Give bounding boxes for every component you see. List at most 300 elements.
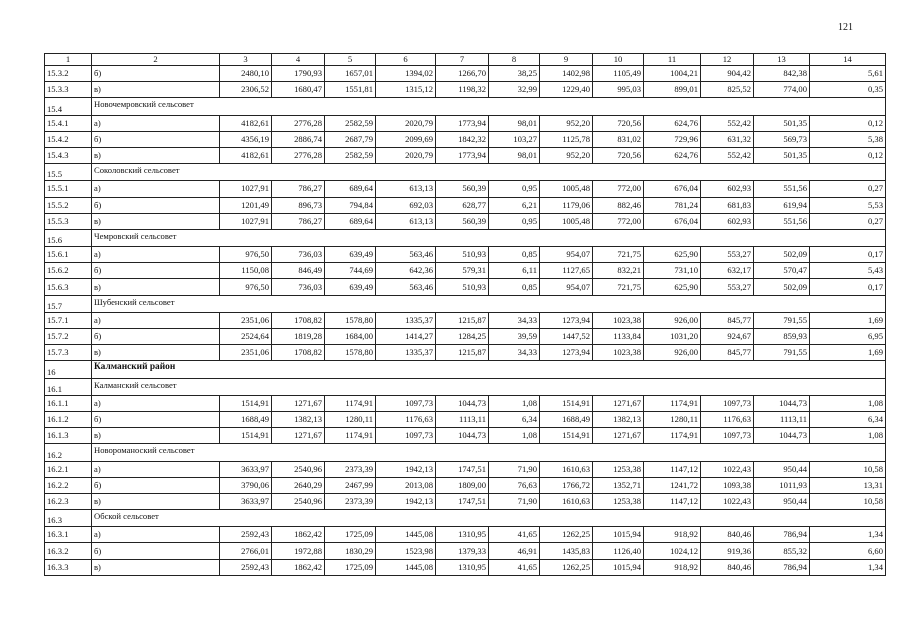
value-cell: 689,64 [325,213,376,229]
column-header: 4 [272,54,325,66]
value-cell: 1266,70 [436,66,489,82]
value-cell: 1680,47 [272,82,325,98]
table-row [45,527,886,543]
value-cell: 613,13 [376,181,436,197]
section-row [45,510,886,527]
value-cell: 1335,37 [376,312,436,328]
section-row [45,378,886,395]
value-cell: 954,07 [540,279,593,295]
row-variant: а) [92,247,220,263]
value-cell: 1725,09 [325,559,376,575]
value-cell: 5,38 [810,131,886,147]
value-cell: 1382,13 [272,411,325,427]
value-cell: 3633,97 [220,461,272,477]
row-code: 16.3.1 [45,527,92,543]
value-cell: 1176,63 [376,411,436,427]
section-code: 15.4 [45,98,92,115]
value-cell: 950,44 [754,493,810,509]
row-variant: в) [92,213,220,229]
value-cell: 5,53 [810,197,886,213]
value-cell: 39,59 [489,329,540,345]
value-cell: 721,75 [593,247,644,263]
row-variant: а) [92,395,220,411]
value-cell: 794,84 [325,197,376,213]
section-name: Калманский сельсовет [92,378,886,395]
value-cell: 1125,78 [540,131,593,147]
row-variant: в) [92,279,220,295]
value-cell: 1044,73 [754,395,810,411]
value-cell: 2776,28 [272,147,325,163]
value-cell: 2351,06 [220,312,272,328]
table-row [45,477,886,493]
value-cell: 1747,51 [436,461,489,477]
value-cell: 41,65 [489,559,540,575]
value-cell: 569,73 [754,131,810,147]
row-variant: б) [92,66,220,82]
value-cell: 1523,98 [376,543,436,559]
value-cell: 918,92 [644,559,701,575]
value-cell: 1044,73 [436,395,489,411]
value-cell: 744,69 [325,263,376,279]
value-cell: 2306,52 [220,82,272,98]
value-cell: 1842,32 [436,131,489,147]
value-cell: 613,13 [376,213,436,229]
value-cell: 1335,37 [376,345,436,361]
value-cell: 1708,82 [272,345,325,361]
value-cell: 38,25 [489,66,540,82]
value-cell: 1610,63 [540,493,593,509]
value-cell: 0,35 [810,82,886,98]
value-cell: 904,42 [701,66,754,82]
value-cell: 0,27 [810,213,886,229]
value-cell: 1578,80 [325,345,376,361]
value-cell: 4182,61 [220,147,272,163]
value-cell: 1271,67 [593,395,644,411]
value-cell: 1093,38 [701,477,754,493]
row-variant: б) [92,411,220,427]
value-cell: 899,01 [644,82,701,98]
row-code: 16.1.1 [45,395,92,411]
value-cell: 0,85 [489,247,540,263]
value-cell: 721,75 [593,279,644,295]
section-name: Новочемровский сельсовет [92,98,886,115]
value-cell: 1578,80 [325,312,376,328]
value-cell: 3633,97 [220,493,272,509]
value-cell: 2640,29 [272,477,325,493]
value-cell: 2592,43 [220,527,272,543]
row-code: 15.7.2 [45,329,92,345]
header-row [45,54,886,66]
row-variant: б) [92,329,220,345]
value-cell: 2099,69 [376,131,436,147]
value-cell: 918,92 [644,527,701,543]
table-row [45,213,886,229]
value-cell: 6,34 [810,411,886,427]
value-cell: 1725,09 [325,527,376,543]
value-cell: 1551,81 [325,82,376,98]
row-variant: в) [92,147,220,163]
value-cell: 41,65 [489,527,540,543]
value-cell: 1150,08 [220,263,272,279]
value-cell: 551,56 [754,181,810,197]
value-cell: 639,49 [325,247,376,263]
value-cell: 1435,83 [540,543,593,559]
value-cell: 625,90 [644,247,701,263]
value-cell: 840,46 [701,559,754,575]
row-variant: а) [92,461,220,477]
value-cell: 2886,74 [272,131,325,147]
value-cell: 2351,06 [220,345,272,361]
column-header: 12 [701,54,754,66]
value-cell: 6,60 [810,543,886,559]
value-cell: 13,31 [810,477,886,493]
table-row [45,428,886,444]
value-cell: 781,24 [644,197,701,213]
value-cell: 2582,59 [325,147,376,163]
value-cell: 1097,73 [376,428,436,444]
value-cell: 952,20 [540,115,593,131]
value-cell: 845,77 [701,345,754,361]
row-code: 15.5.2 [45,197,92,213]
value-cell: 1402,98 [540,66,593,82]
table-row [45,247,886,263]
value-cell: 1688,49 [220,411,272,427]
row-code: 16.3.3 [45,559,92,575]
column-header: 8 [489,54,540,66]
value-cell: 639,49 [325,279,376,295]
value-cell: 1942,13 [376,493,436,509]
value-cell: 631,32 [701,131,754,147]
value-cell: 2020,79 [376,115,436,131]
district-name: Калманский район [92,361,886,378]
row-variant: б) [92,543,220,559]
value-cell: 1127,65 [540,263,593,279]
value-cell: 681,83 [701,197,754,213]
value-cell: 4182,61 [220,115,272,131]
value-cell: 832,21 [593,263,644,279]
column-header: 7 [436,54,489,66]
value-cell: 995,03 [593,82,644,98]
value-cell: 1174,91 [644,395,701,411]
value-cell: 76,63 [489,477,540,493]
value-cell: 502,09 [754,247,810,263]
row-variant: в) [92,82,220,98]
value-cell: 1113,11 [436,411,489,427]
row-variant: в) [92,493,220,509]
value-cell: 560,39 [436,181,489,197]
value-cell: 926,00 [644,345,701,361]
value-cell: 1819,28 [272,329,325,345]
table-row [45,147,886,163]
column-header: 1 [45,54,92,66]
value-cell: 786,27 [272,213,325,229]
value-cell: 950,44 [754,461,810,477]
value-cell: 1031,20 [644,329,701,345]
value-cell: 1174,91 [325,428,376,444]
value-cell: 774,00 [754,82,810,98]
value-cell: 1005,48 [540,181,593,197]
table-row [45,559,886,575]
value-cell: 553,27 [701,247,754,263]
value-cell: 1942,13 [376,461,436,477]
value-cell: 1708,82 [272,312,325,328]
value-cell: 1215,87 [436,312,489,328]
value-cell: 552,42 [701,147,754,163]
value-cell: 502,09 [754,279,810,295]
value-cell: 689,64 [325,181,376,197]
value-cell: 772,00 [593,181,644,197]
value-cell: 786,94 [754,527,810,543]
value-cell: 2467,99 [325,477,376,493]
value-cell: 71,90 [489,493,540,509]
value-cell: 1097,73 [701,428,754,444]
value-cell: 1262,25 [540,527,593,543]
value-cell: 720,56 [593,147,644,163]
value-cell: 34,33 [489,345,540,361]
value-cell: 676,04 [644,181,701,197]
value-cell: 845,77 [701,312,754,328]
value-cell: 791,55 [754,345,810,361]
value-cell: 791,55 [754,312,810,328]
value-cell: 1862,42 [272,527,325,543]
value-cell: 2020,79 [376,147,436,163]
value-cell: 882,46 [593,197,644,213]
value-cell: 2766,01 [220,543,272,559]
column-header: 3 [220,54,272,66]
value-cell: 1271,67 [272,395,325,411]
value-cell: 0,17 [810,279,886,295]
value-cell: 1022,43 [701,493,754,509]
value-cell: 1862,42 [272,559,325,575]
value-cell: 501,35 [754,147,810,163]
value-cell: 1113,11 [754,411,810,427]
value-cell: 0,12 [810,115,886,131]
value-cell: 1,34 [810,559,886,575]
value-cell: 720,56 [593,115,644,131]
column-header: 10 [593,54,644,66]
row-variant: а) [92,527,220,543]
value-cell: 825,52 [701,82,754,98]
value-cell: 1044,73 [754,428,810,444]
section-row [45,98,886,115]
value-cell: 954,07 [540,247,593,263]
row-code: 16.2.2 [45,477,92,493]
value-cell: 1004,21 [644,66,701,82]
row-code: 15.4.2 [45,131,92,147]
value-cell: 1688,49 [540,411,593,427]
column-header: 14 [810,54,886,66]
value-cell: 4356,19 [220,131,272,147]
value-cell: 976,50 [220,247,272,263]
value-cell: 772,00 [593,213,644,229]
value-cell: 1022,43 [701,461,754,477]
value-cell: 1,69 [810,312,886,328]
value-cell: 10,58 [810,493,886,509]
value-cell: 1382,13 [593,411,644,427]
value-cell: 1379,33 [436,543,489,559]
value-cell: 1747,51 [436,493,489,509]
value-cell: 842,38 [754,66,810,82]
value-cell: 736,03 [272,279,325,295]
row-variant: а) [92,115,220,131]
table-row [45,493,886,509]
value-cell: 0,95 [489,181,540,197]
value-cell: 2480,10 [220,66,272,82]
column-header: 11 [644,54,701,66]
value-cell: 98,01 [489,115,540,131]
row-code: 15.5.1 [45,181,92,197]
value-cell: 1241,72 [644,477,701,493]
value-cell: 1445,08 [376,559,436,575]
row-variant: в) [92,428,220,444]
row-code: 15.6.3 [45,279,92,295]
value-cell: 1514,91 [540,395,593,411]
column-header: 2 [92,54,220,66]
row-variant: а) [92,312,220,328]
section-row [45,444,886,461]
section-name: Шубенский сельсовет [92,295,886,312]
value-cell: 602,93 [701,213,754,229]
row-code: 15.4.1 [45,115,92,131]
value-cell: 1657,01 [325,66,376,82]
value-cell: 6,34 [489,411,540,427]
value-cell: 510,93 [436,247,489,263]
value-cell: 1011,93 [754,477,810,493]
value-cell: 1514,91 [540,428,593,444]
value-cell: 625,90 [644,279,701,295]
value-cell: 46,91 [489,543,540,559]
value-cell: 619,94 [754,197,810,213]
value-cell: 5,43 [810,263,886,279]
value-cell: 840,46 [701,527,754,543]
section-row [45,229,886,246]
value-cell: 71,90 [489,461,540,477]
table-row [45,411,886,427]
row-code: 15.7.1 [45,312,92,328]
value-cell: 1414,27 [376,329,436,345]
value-cell: 2013,08 [376,477,436,493]
value-cell: 32,99 [489,82,540,98]
value-cell: 1015,94 [593,559,644,575]
value-cell: 1280,11 [325,411,376,427]
row-code: 16.3.2 [45,543,92,559]
value-cell: 1,69 [810,345,886,361]
table-row [45,345,886,361]
value-cell: 1271,67 [272,428,325,444]
row-code: 16.1.2 [45,411,92,427]
value-cell: 855,32 [754,543,810,559]
value-cell: 786,27 [272,181,325,197]
value-cell: 1024,12 [644,543,701,559]
page-number: 121 [838,22,853,33]
value-cell: 1,08 [489,428,540,444]
value-cell: 1809,00 [436,477,489,493]
row-code: 15.7.3 [45,345,92,361]
value-cell: 570,47 [754,263,810,279]
value-cell: 1174,91 [325,395,376,411]
value-cell: 628,77 [436,197,489,213]
value-cell: 1253,38 [593,493,644,509]
row-code: 15.4.3 [45,147,92,163]
value-cell: 729,96 [644,131,701,147]
row-variant: в) [92,559,220,575]
table-row [45,115,886,131]
value-cell: 1315,12 [376,82,436,98]
section-code: 15.6 [45,229,92,246]
row-code: 15.6.1 [45,247,92,263]
column-header: 5 [325,54,376,66]
value-cell: 0,27 [810,181,886,197]
value-cell: 1830,29 [325,543,376,559]
value-cell: 1280,11 [644,411,701,427]
value-cell: 0,85 [489,279,540,295]
value-cell: 1310,95 [436,527,489,543]
value-cell: 6,11 [489,263,540,279]
value-cell: 692,03 [376,197,436,213]
section-row [45,295,886,312]
value-cell: 6,95 [810,329,886,345]
district-row [45,361,886,378]
value-cell: 552,42 [701,115,754,131]
value-cell: 846,49 [272,263,325,279]
value-cell: 1790,93 [272,66,325,82]
value-cell: 1271,67 [593,428,644,444]
section-row [45,164,886,181]
value-cell: 919,36 [701,543,754,559]
value-cell: 2582,59 [325,115,376,131]
section-name: Новороманоский сельсовет [92,444,886,461]
value-cell: 2687,79 [325,131,376,147]
value-cell: 926,00 [644,312,701,328]
value-cell: 831,02 [593,131,644,147]
value-cell: 1394,02 [376,66,436,82]
value-cell: 896,73 [272,197,325,213]
value-cell: 1133,84 [593,329,644,345]
value-cell: 2373,39 [325,461,376,477]
row-variant: б) [92,197,220,213]
value-cell: 1773,94 [436,147,489,163]
value-cell: 952,20 [540,147,593,163]
value-cell: 0,17 [810,247,886,263]
value-cell: 1684,00 [325,329,376,345]
row-variant: б) [92,477,220,493]
value-cell: 676,04 [644,213,701,229]
value-cell: 1,08 [489,395,540,411]
value-cell: 1514,91 [220,395,272,411]
row-variant: в) [92,345,220,361]
value-cell: 1027,91 [220,181,272,197]
value-cell: 563,46 [376,279,436,295]
value-cell: 1,34 [810,527,886,543]
value-cell: 560,39 [436,213,489,229]
column-header: 13 [754,54,810,66]
value-cell: 2592,43 [220,559,272,575]
value-cell: 1097,73 [376,395,436,411]
value-cell: 1097,73 [701,395,754,411]
value-cell: 1126,40 [593,543,644,559]
value-cell: 1352,71 [593,477,644,493]
section-name: Соколовский сельсовет [92,164,886,181]
value-cell: 1005,48 [540,213,593,229]
value-cell: 1147,12 [644,493,701,509]
table-row [45,263,886,279]
section-code: 15.7 [45,295,92,312]
row-code: 15.3.2 [45,66,92,82]
value-cell: 1,08 [810,395,886,411]
value-cell: 976,50 [220,279,272,295]
value-cell: 1044,73 [436,428,489,444]
value-cell: 34,33 [489,312,540,328]
